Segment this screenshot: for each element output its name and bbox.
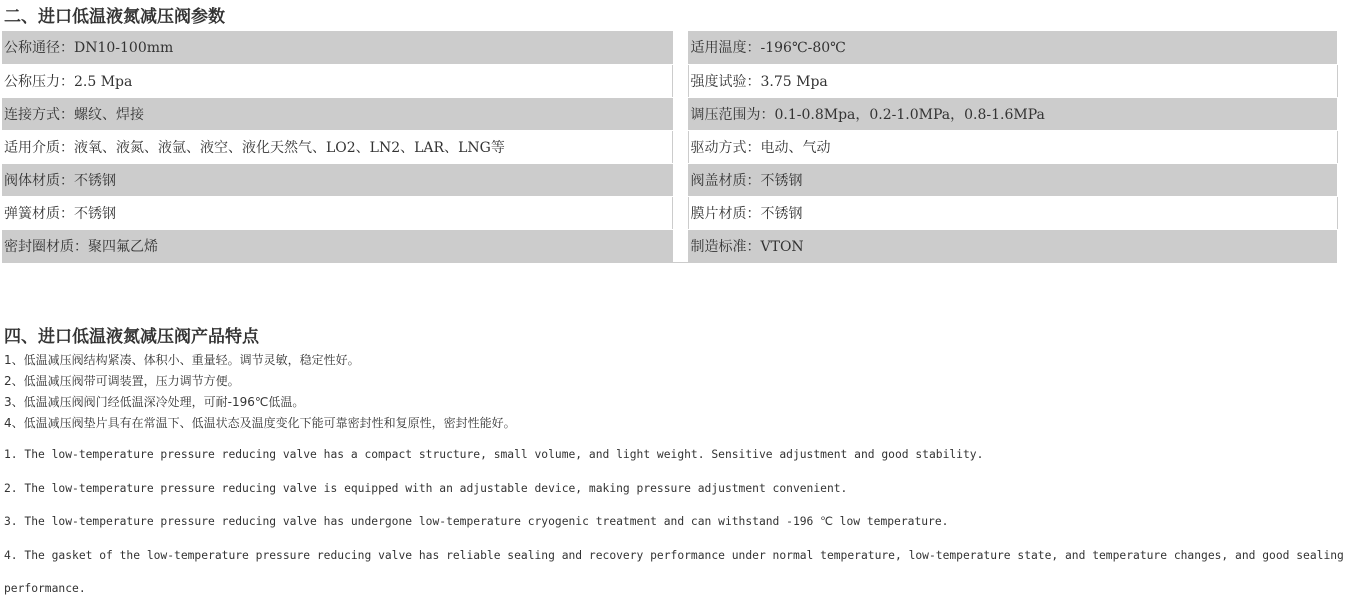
list-item: 1. The low-temperature pressure reducing valve has a compact structure, small volume, and light weight. Sensitive adjustment and good stability. — [4, 448, 984, 461]
params-row — [2, 31, 1337, 64]
list-item: 3. The low-temperature pressure reducing valve has undergone low-temperature cryogenic treatment and can withstand -196 ℃ low temperature. — [4, 515, 949, 528]
column-gap — [672, 130, 688, 163]
param-cell: 密封圈材质：聚四氟乙烯 — [2, 229, 672, 262]
column-gap — [672, 163, 688, 196]
param-cell: 调压范围为：0.1-0.8Mpa，0.2-1.0MPa，0.8-1.6MPa — [688, 97, 1337, 130]
features-list-en — [4, 438, 1344, 606]
param-cell: 连接方式：螺纹、焊接 — [2, 97, 672, 130]
list-item: 2. The low-temperature pressure reducing valve is equipped with an adjustable device, making pressure adjustment convenient. — [4, 481, 848, 495]
param-cell: 强度试验：3.75 Mpa — [688, 64, 1337, 97]
params-section-title: 二、进口低温液氮减压阀参数 — [4, 7, 225, 27]
column-gap — [672, 64, 688, 97]
param-cell: 阀盖材质：不锈钢 — [688, 163, 1337, 196]
param-cell: 膜片材质：不锈钢 — [688, 196, 1337, 229]
param-cell: 制造标准：VTON — [688, 229, 1337, 262]
features-list-cn — [4, 350, 516, 434]
params-table — [2, 31, 1338, 263]
list-item: 4、低温减压阀垫片具有在常温下、低温状态及温度变化下能可靠密封性和复原性，密封性能好。 — [4, 416, 516, 430]
params-row — [2, 130, 1337, 163]
params-row — [2, 163, 1337, 196]
params-row — [2, 196, 1337, 229]
param-cell: 驱动方式：电动、气动 — [688, 130, 1337, 163]
params-row — [2, 64, 1337, 97]
column-gap — [672, 229, 688, 262]
list-item: 3、低温减压阀阀门经低温深冷处理，可耐-196℃低温。 — [4, 395, 305, 409]
list-item: 4. The gasket of the low-temperature pressure reducing valve has reliable sealing and recovery performance under normal temperature, low-temperature state, and temperature changes, and good sealing performance. — [4, 548, 1344, 595]
column-gap — [672, 97, 688, 130]
param-cell: 公称通径：DN10-100mm — [2, 31, 672, 64]
params-row — [2, 97, 1337, 130]
column-gap — [672, 196, 688, 229]
params-row — [2, 229, 1337, 262]
column-gap — [672, 31, 688, 64]
param-cell: 适用介质：液氧、液氮、液氩、液空、液化天然气、LO2、LN2、LAR、LNG等 — [2, 130, 672, 163]
list-item: 1、低温减压阀结构紧凑、体积小、重量轻。调节灵敏，稳定性好。 — [4, 353, 360, 367]
features-section-title: 四、进口低温液氮减压阀产品特点 — [4, 327, 259, 347]
param-cell: 阀体材质：不锈钢 — [2, 163, 672, 196]
param-cell: 公称压力：2.5 Mpa — [2, 64, 672, 97]
param-cell: 弹簧材质：不锈钢 — [2, 196, 672, 229]
param-cell: 适用温度：-196℃-80℃ — [688, 31, 1337, 64]
list-item: 2、低温减压阀带可调装置，压力调节方便。 — [4, 374, 240, 388]
